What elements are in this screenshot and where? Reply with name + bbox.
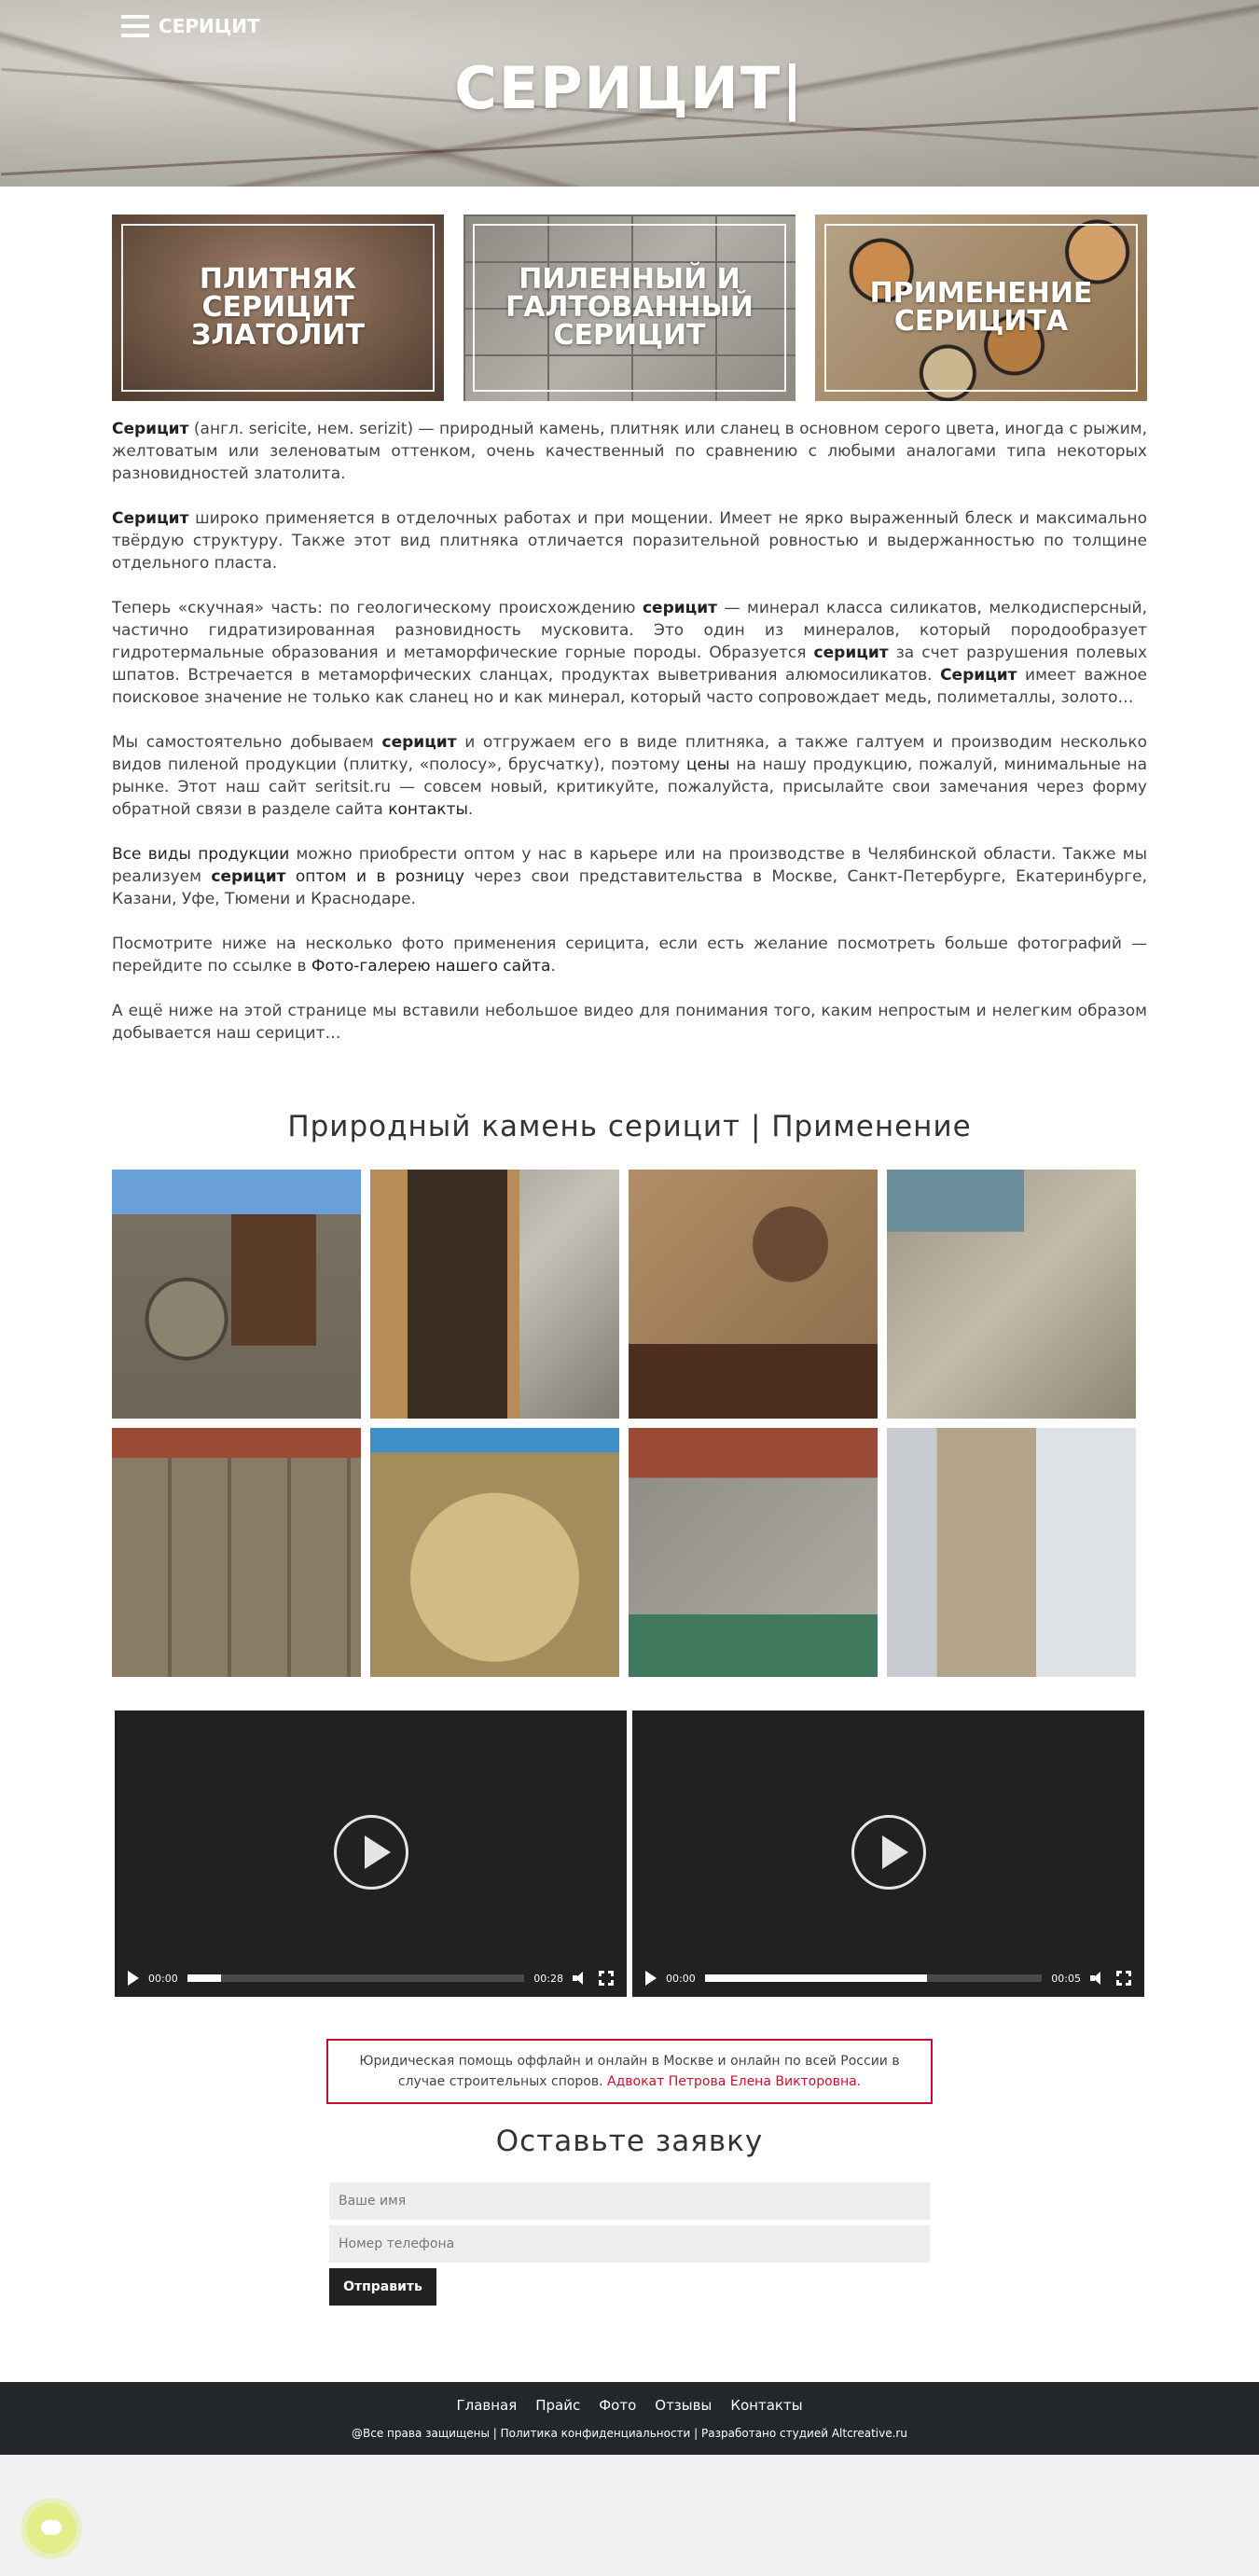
video-section: [115, 1710, 1144, 1997]
gallery-title: Природный камень серицит | Применение: [287, 1110, 972, 1143]
duration: 00:28: [533, 1972, 563, 1985]
prices-link[interactable]: цены: [685, 755, 730, 774]
footer-link-reviews[interactable]: Отзывы: [655, 2397, 713, 2414]
gallery-photo[interactable]: [629, 1170, 878, 1419]
card-primenenie[interactable]: [815, 215, 1147, 401]
lawyer-link[interactable]: Адвокат Петрова Елена Викторовна.: [607, 2074, 862, 2089]
progress-bar[interactable]: [705, 1974, 1043, 1982]
photo-gallery-link[interactable]: Фото-галерею нашего сайта: [311, 957, 551, 976]
notice-text: Юридическая помощь оффлайн и онлайн в Москве и онлайн по всей России в случае строительных споров.: [359, 2054, 900, 2089]
card-label: ПИЛЕННЫЙ И ГАЛТОВАННЫЙ СЕРИЦИТ: [505, 263, 754, 352]
play-button[interactable]: [128, 1971, 139, 1986]
current-time: 00:00: [666, 1972, 696, 1985]
article-paragraph: Мы самостоятельно добываем серицит и отгружаем его в виде плитняка, а также галтуем и производим несколько видов пиленой продукции (плитку, «полосу», брусчатку), поэтому цены на нашу продукцию, пожалуй, минимальные на рынке. Этот наш сайт seritsit.ru — совсем новый, критикуйте, пожалуйста, присылайте свои замечания через форму обратной связи в разделе сайта контакты.: [112, 733, 1147, 819]
article-paragraph: А ещё ниже на этой странице мы вставили небольшое видео для понимания того, каким непростым и нелегким образом добывается наш серицит…: [112, 1002, 1147, 1043]
current-time: 00:00: [148, 1972, 178, 1985]
duration: 00:05: [1051, 1972, 1081, 1985]
video-player[interactable]: [632, 1710, 1144, 1997]
article-paragraph: Посмотрите ниже на несколько фото применения серицита, если есть желание посмотреть больше фотографий — перейдите по ссылке в Фото-галерею нашего сайта.: [112, 935, 1147, 976]
video-player[interactable]: [115, 1710, 627, 1997]
wholesale-retail-link[interactable]: оптом и в розницу: [285, 867, 464, 886]
category-cards: [112, 215, 1147, 401]
progress-bar[interactable]: [187, 1974, 525, 1982]
fullscreen-icon[interactable]: [599, 1971, 614, 1986]
gallery-photo[interactable]: [112, 1428, 361, 1677]
fullscreen-icon[interactable]: [1116, 1971, 1131, 1986]
card-label: ПРИМЕНЕНИЕ СЕРИЦИТА: [869, 277, 1093, 338]
phone-field[interactable]: [329, 2225, 930, 2263]
contacts-link[interactable]: контакты: [388, 800, 468, 819]
article-paragraph: Все виды продукции можно приобрести оптом у нас в карьере или на производстве в Челябинской области. Также мы реализуем серицит оптом и в розницу через свои представительства в Москве, Санкт-Петербурге, Екатеринбурге, Казани, Уфе, Тюмени и Краснодаре.: [112, 845, 1148, 908]
chat-bubble-icon[interactable]: [26, 2503, 76, 2554]
studio-link[interactable]: Altcreative.ru: [831, 2427, 907, 2440]
video-controls: [632, 1960, 1144, 1997]
privacy-policy-link[interactable]: Политика конфиденциальности: [500, 2427, 691, 2440]
gallery-photo[interactable]: [887, 1428, 1136, 1677]
site-logo-text[interactable]: СЕРИЦИТ: [159, 15, 260, 37]
play-icon[interactable]: [851, 1815, 926, 1890]
photo-gallery: [112, 1170, 1138, 1677]
form-title: Оставьте заявку: [495, 2125, 764, 2158]
card-plitnyak[interactable]: [112, 215, 444, 401]
article-paragraph: Теперь «скучная» часть: по геологическому происхождению серицит — минерал класса силикатов, мелкодисперсный, частично гидратизированная разновидность мусковита. Это один из минералов, который породообразует гидротермальные образования и метаморфические горные породы. Образуется серицит за счет разрушения полевых шпатов. Встречается в метаморфических сланцах, продуктах выветривания алюмосиликатов. Серицит имеет важное поисковое значение не только как сланец но и как минерал, который часто сопровождает медь, полиметаллы, золото…: [112, 599, 1148, 707]
all-products-link[interactable]: Все виды продукции: [112, 845, 290, 864]
gallery-photo[interactable]: [112, 1170, 361, 1419]
article-paragraph: Серицит широко применяется в отделочных работах и при мощении. Имеет не ярко выраженный блеск и максимально твёрдую структуру. Также этот вид плитняка отличается поразительной ровностью и выдержанностью по толщине отдельного пласта.: [112, 509, 1147, 573]
gallery-photo[interactable]: [370, 1170, 619, 1419]
volume-icon[interactable]: [1090, 1972, 1107, 1985]
video-controls: [115, 1960, 627, 1997]
card-pilenny[interactable]: [463, 215, 796, 401]
submit-button[interactable]: Отправить: [329, 2268, 436, 2306]
footer-link-home[interactable]: Главная: [456, 2397, 518, 2414]
gallery-photo[interactable]: [887, 1170, 1136, 1419]
name-field[interactable]: [329, 2182, 930, 2220]
footer-link-photo[interactable]: Фото: [599, 2397, 637, 2414]
article-text: [112, 418, 1147, 1067]
progress-fill: [705, 1974, 928, 1982]
play-button[interactable]: [645, 1971, 657, 1986]
footer-nav: [0, 2397, 1259, 2414]
progress-fill: [187, 1974, 221, 1982]
volume-icon[interactable]: [573, 1972, 589, 1985]
footer-link-price[interactable]: Прайс: [535, 2397, 581, 2414]
footer-link-contacts[interactable]: Контакты: [730, 2397, 803, 2414]
footer: [0, 2382, 1259, 2455]
card-label: ПЛИТНЯК СЕРИЦИТ ЗЛАТОЛИТ: [191, 263, 365, 352]
gallery-photo[interactable]: [370, 1428, 619, 1677]
article-paragraph: Серицит (англ. sericite, нем. serizit) — природный камень, плитняк или сланец в основном серого цвета, иногда с рыжим, желтоватым или зеленоватым оттенком, очень качественный по сравнению с любыми аналогами типа некоторых разновидностей златолита.: [112, 420, 1147, 483]
footer-copyright: @Все права защищены | Политика конфиденциальности | Разработано студией Altcreative.ru: [352, 2427, 907, 2440]
play-icon[interactable]: [334, 1815, 408, 1890]
legal-notice: [326, 2039, 933, 2104]
page-title: СЕРИЦИТ|: [454, 54, 805, 122]
hero-banner: [0, 0, 1259, 187]
hamburger-icon[interactable]: [121, 15, 149, 37]
menu-toggle[interactable]: [121, 15, 260, 37]
gallery-photo[interactable]: [629, 1428, 878, 1677]
request-form: [329, 2182, 930, 2306]
